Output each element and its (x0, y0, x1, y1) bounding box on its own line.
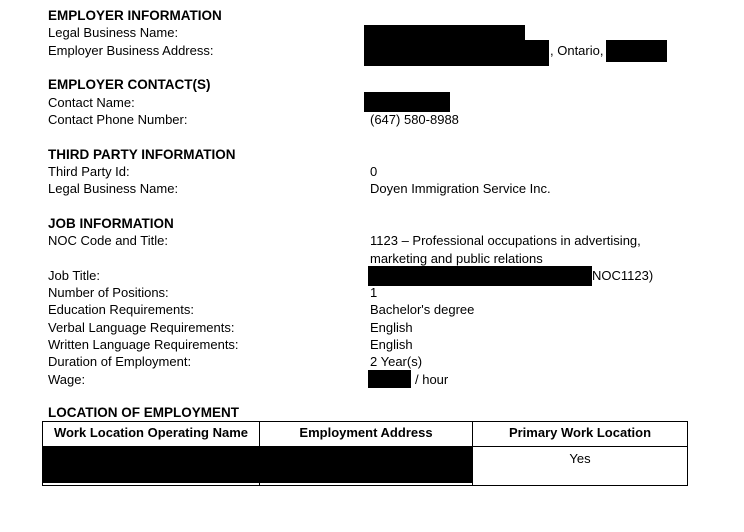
wage-label: Wage: (48, 372, 86, 387)
employer-contact-heading: EMPLOYER CONTACT(S) (48, 77, 211, 92)
job-info-heading: JOB INFORMATION (48, 216, 174, 231)
noc-value-line1: 1123 – Professional occupations in advertising, (370, 233, 641, 248)
operating-name-redaction (43, 447, 259, 483)
job-title-tail: NOC1123) (592, 268, 654, 283)
job-title-label: Job Title: (48, 268, 101, 283)
written-language-label: Written Language Requirements: (48, 337, 239, 352)
employment-address-cell (260, 447, 473, 486)
employer-address-redaction (364, 40, 549, 66)
positions-label: Number of Positions: (48, 285, 169, 300)
duration-value: 2 Year(s) (370, 354, 423, 369)
location-table-header-row (43, 422, 688, 447)
primary-location-cell: Yes (473, 447, 688, 486)
third-party-id-label: Third Party Id: (48, 164, 130, 179)
verbal-language-value: English (370, 320, 413, 335)
table-row (43, 447, 688, 486)
contact-name-redaction (364, 92, 450, 112)
positions-value: 1 (370, 285, 378, 300)
location-table (42, 421, 688, 486)
employer-legal-name-label: Legal Business Name: (48, 25, 179, 40)
employer-address-label: Employer Business Address: (48, 43, 214, 58)
noc-label: NOC Code and Title: (48, 233, 168, 248)
contact-phone-value: (647) 580-8988 (370, 112, 459, 127)
contact-name-label: Contact Name: (48, 95, 135, 110)
third-party-heading: THIRD PARTY INFORMATION (48, 147, 236, 162)
contact-phone-label: Contact Phone Number: (48, 112, 188, 127)
wage-redaction (368, 370, 411, 388)
verbal-language-label: Verbal Language Requirements: (48, 320, 235, 335)
employer-postal-redaction (606, 40, 667, 62)
operating-name-cell (43, 447, 260, 486)
education-value: Bachelor's degree (370, 302, 475, 317)
third-party-legal-name-label: Legal Business Name: (48, 181, 179, 196)
wage-tail: / hour (415, 372, 449, 387)
employment-address-redaction (260, 447, 472, 483)
employer-info-heading: EMPLOYER INFORMATION (48, 8, 222, 23)
job-title-redaction (368, 266, 592, 286)
written-language-value: English (370, 337, 413, 352)
employer-address-tail: , Ontario, (550, 43, 604, 58)
duration-label: Duration of Employment: (48, 354, 192, 369)
column-header-operating-name: Work Location Operating Name (43, 422, 260, 447)
third-party-id-value: 0 (370, 164, 378, 179)
column-header-employment-address: Employment Address (260, 422, 473, 447)
education-label: Education Requirements: (48, 302, 194, 317)
third-party-legal-name-value: Doyen Immigration Service Inc. (370, 181, 551, 196)
location-heading: LOCATION OF EMPLOYMENT (48, 405, 239, 420)
column-header-primary-location: Primary Work Location (473, 422, 688, 447)
noc-value-line2: marketing and public relations (370, 251, 543, 266)
